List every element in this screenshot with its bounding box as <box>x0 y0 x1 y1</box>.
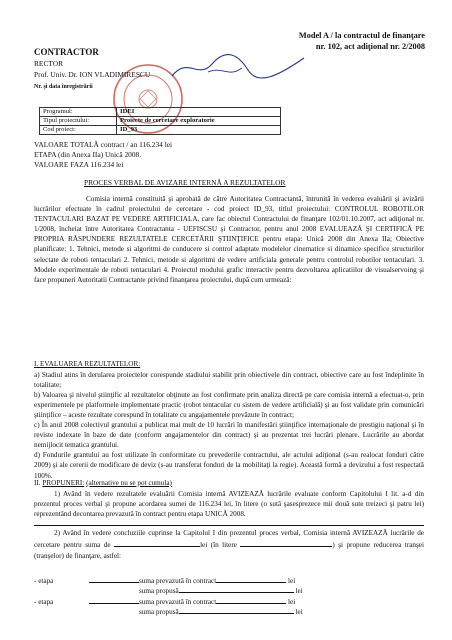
proposal-2 <box>34 528 424 560</box>
evaluation-item-c: c) În anul 2008 colectivul grantului a publicat mai mult de 10 lucrări în manifestări ştiinţifice internaţionale de prestigiu naţional şi în reviste indexate în baze de date (conform angajamentelor din contract) şi au prezentat trei lucrări plenare. Lucrările au abordat nemijlocit tematica grantului. <box>34 421 424 450</box>
etapa-unit: lei <box>288 577 296 585</box>
etapa-blank[interactable] <box>89 574 139 583</box>
etapa-contract-label: suma prevazută în contract <box>139 598 217 606</box>
contractor-title: CONTRACTOR <box>34 47 99 57</box>
section-2-heading <box>34 478 424 488</box>
table-row <box>40 108 281 117</box>
etapa-amount-blank[interactable] <box>216 595 286 604</box>
document-title: PROCES VERBAL DE AVIZARE INTERNĂ A REZULTATELOR <box>84 178 286 187</box>
intro-paragraph: Comisia internă constituită şi aprobată de către Autoritatea Contractantă, întrunită în vederea evaluării şi avizării lucrărilor efectuate în cadrul proiectului de cercetare - cod proiect ID_93, titlul proiectului: CONTROLUL ROBOTILOR TENTACULARI BAZAT PE VEDERE ARTIFICIALA, care fac obiectul Contractului de finanţare 102/01.10.2007, act adiţional nr. 1/2008, încheiat între Autoritatea Contractanta - UEFISCSU şi Contractor, pentru anul 2008 EVALUEAZĂ ŞI CERTIFICĂ PE PROPRIA RĂSPUNDERE REZULTATELE CERCETĂRII ŞTIINŢIFICE pentru etapa: Unică 2008 din Anexa IIa; Obiective planificate: 1. Tehnici, metode si algoritmi de conducere si control adaptate modelelor cinematice si dinamice specifice structurilor selectate de roboti tentaculari 2. Tehnici, metode si algoritmi de vedere artificiala generale pentru controlul robotilor tentaculari. 3. Modele experimentale de roboti tentaculari 4. Proiectul modului grafic interactiv pentru dezvoltarea aplicatiilor de visualservoing şi face propuneri Autoritatii Contractante privind finanţarea proiectului, după cum urmează: <box>34 195 424 284</box>
proposal-2-text-b: lei (în litere <box>200 541 237 550</box>
table-cell-value: ID_93 <box>117 126 281 135</box>
model-line-2: nr. 102, act adiţional nr. 2/2008 <box>315 42 425 51</box>
proposal-1: 1) Având în vedere rezultatele evaluării Comisia internă AVIZEAZĂ lucrările evaluate conform Capitolului I lit. a-d din prezentul proces verbal şi propune acordarea sumei de 116.234 lei, în litere (o sută şasesprezece mii două sute treizeci şi patru lei) reprezentând decontarea prevazută în contract pentru etapa UNICĂ 2008. <box>34 490 424 519</box>
professor-name: Prof. Univ. Dr. ION VLADIMIRESCU <box>34 70 151 79</box>
model-reference <box>299 30 425 52</box>
proposal-2-text-c: ) şi <box>332 541 343 550</box>
section-2-title: PROPUNERI: <box>42 479 85 487</box>
section-2-note: (alternative nu se pot cumula) <box>86 479 172 487</box>
table-cell-key: Cod proiect: <box>40 126 117 135</box>
handwritten-signature <box>168 46 308 86</box>
table-cell-value: Proiecte de cercetare exploratorie <box>117 117 281 126</box>
table-row <box>40 117 281 126</box>
program-table <box>39 107 281 135</box>
etapa-proposed-label: suma propusă <box>139 608 179 616</box>
etapa-amount-blank[interactable] <box>216 574 286 583</box>
section-2-number: II. <box>34 479 41 487</box>
etapa-prefix: - etapa <box>34 598 54 606</box>
amount-words-blank[interactable] <box>240 538 332 547</box>
table-cell-key: Programul: <box>40 108 117 117</box>
section-evaluation <box>34 359 424 481</box>
total-value-line: VALOARE TOTALĂ contract / an 116.234 lei <box>34 140 173 149</box>
etapa-line <box>34 605 303 617</box>
registration-label: Nr. şi data înregistrării <box>34 84 93 90</box>
etapa-proposed-label: suma propusă <box>139 587 179 595</box>
stage-line: ETAPA (din Anexa IIa) Unică 2008. <box>34 150 142 160</box>
proposal-2-text-a: 2) Având în vedere concluziile cuprinse la Capitolul I din prezentul proces verbal, Comisia internă AVIZEAZĂ lucrările de cercetare pentru suma de <box>34 529 424 550</box>
proposal-divider <box>34 520 424 526</box>
etapa-prefix: - etapa <box>34 577 54 585</box>
value-summary <box>34 140 172 171</box>
evaluation-item-d: d) Fondurile grantului au fost utilizate în conformitate cu prevederile contractului, ale actului adiţional (s-au realocat fonduri către 2009) şi ale cererii de modificare de deviz (s-au transferat fonduri de la mobilitaţi la regie). Această formă a devizului a fost respectată 100%. <box>34 451 424 480</box>
proposal-2-text-d: propune reducerea tranşei (tranşelor) de finanţare, astfel: <box>34 541 424 560</box>
evaluation-item-b: b) Valoarea şi nivelul ştiinţific al rezultatelor obţinute au fost confirmate prin analiza directă pe care comisia internă a efectuat-o, prin experimentele pe platformele implementate practic (robot tentacular cu sistem de vedere artificială) şi au fost validate prin comunicări ştiinţifice – aceste rezultate corespund în totalitate cu angajamentele prevăzute în contract; <box>34 390 424 419</box>
section-1-heading: I. EVALUAREA REZULTATELOR: <box>34 360 141 368</box>
etapa-unit: lei <box>295 587 303 595</box>
table-row <box>40 126 281 135</box>
etapa-amount-blank[interactable] <box>179 584 294 593</box>
etapa-amount-blank[interactable] <box>179 605 294 614</box>
etapa-unit: lei <box>295 608 303 616</box>
model-line-1: Model A / la contractul de finanţare <box>298 31 425 40</box>
phase-value-line: VALOARE FAZA 116.234 lei <box>34 160 124 170</box>
etapa-unit: lei <box>288 598 296 606</box>
etapa-contract-label: suma prevazută în contract <box>139 577 217 585</box>
amount-blank[interactable] <box>114 538 200 547</box>
section-proposals <box>34 478 424 561</box>
rector-label: RECTOR <box>34 59 64 68</box>
table-cell-key: Tipul proiectului: <box>40 117 117 126</box>
table-cell-value: IDEI <box>117 108 281 117</box>
etapa-blank[interactable] <box>89 595 139 604</box>
evaluation-item-a: a) Stadiul atins în derularea proiectelor corespunde stadiului stabilit prin obiectivele din contract, obiective care au fost îndeplinite în totalitate; <box>34 370 424 389</box>
